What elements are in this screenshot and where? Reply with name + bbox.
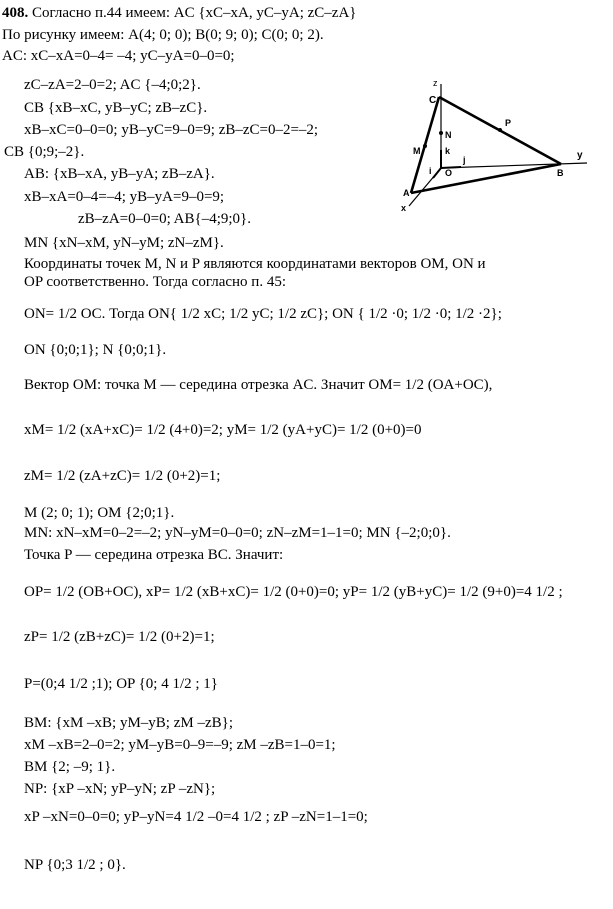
text-line: xB–xA=0–4=–4; yB–yA=9–0=9; xyxy=(24,189,225,205)
label-P: P xyxy=(505,118,512,128)
tetrahedron-figure xyxy=(395,78,595,218)
point-M xyxy=(423,144,427,148)
text-line: xM= 1/2 (xA+xC)= 1/2 (4+0)=2; yM= 1/2 (yA+yC)= 1/2 (0+0)=0 xyxy=(24,422,422,438)
text-line: AC: xC–xA=0–4= –4; yC–yA=0–0=0; xyxy=(2,48,235,64)
text-line: Вектор OM: точка M — середина отрезка AC. Значит OM= 1/2 (OA+OC), xyxy=(24,377,493,393)
label-i: i xyxy=(429,166,432,176)
label-y: y xyxy=(577,150,583,161)
text-line: BM {2; –9; 1}. xyxy=(24,759,116,775)
text-line: MN: xN–xM=0–2=–2; yN–yM=0–0=0; zN–zM=1–1=0; MN {–2;0;0}. xyxy=(24,525,451,541)
text-line: Точка P — середина отрезка BC. Значит: xyxy=(24,547,284,563)
text-line: xM –xB=2–0=2; yM–yB=0–9=–9; zM –zB=1–0=1; xyxy=(24,737,336,753)
text-line: zP= 1/2 (zB+zC)= 1/2 (0+2)=1; xyxy=(24,629,215,645)
text-line: AB: {xB–xA, yB–yA; zB–zA}. xyxy=(24,166,215,182)
text-line: zM= 1/2 (zA+zC)= 1/2 (0+2)=1; xyxy=(24,468,221,484)
label-C: C xyxy=(429,95,437,106)
vector-i xyxy=(433,168,441,178)
text-line: BM: {xM –xB; yM–yB; zM –zB}; xyxy=(24,715,234,731)
text-line: P=(0;4 1/2 ;1); OP {0; 4 1/2 ; 1} xyxy=(24,676,218,692)
point-N xyxy=(439,131,443,135)
text-line: NP: {xP –xN; yP–yN; zP –zN}; xyxy=(24,781,216,797)
text-line: CB {0;9;–2}. xyxy=(4,144,85,160)
text-line: По рисунку имеем: A(4; 0; 0); B(0; 9; 0); C(0; 0; 2). xyxy=(2,27,324,43)
text-line: zC–zA=2–0=2; AC {–4;0;2}. xyxy=(24,77,201,93)
text-line: MN {xN–xM, yN–yM; zN–zM}. xyxy=(24,235,224,251)
text-line: xP –xN=0–0=0; yP–yN=4 1/2 –0=4 1/2 ; zP –zN=1–1=0; xyxy=(24,809,368,825)
label-O: O xyxy=(445,168,453,178)
text-line: NP {0;3 1/2 ; 0}. xyxy=(24,857,126,873)
label-z: z xyxy=(433,78,438,88)
text-line: 408. Согласно п.44 имеем: AC {xC–xA, yC–yA; zC–zA} xyxy=(2,5,357,21)
edge-AB xyxy=(411,164,561,193)
label-N: N xyxy=(445,130,452,140)
problem-number: 408. xyxy=(2,5,29,21)
text-line: CB {xB–xC, yB–yC; zB–zC}. xyxy=(24,100,208,116)
label-x: x xyxy=(401,203,407,213)
label-B: B xyxy=(557,168,564,178)
text-line: ON {0;0;1}; N {0;0;1}. xyxy=(24,342,167,358)
point-P xyxy=(498,128,502,132)
text-line: M (2; 0; 1); OM {2;0;1}. xyxy=(24,505,175,521)
text-line: zB–zA=0–0=0; AB{–4;9;0}. xyxy=(78,211,251,227)
label-j: j xyxy=(463,155,466,165)
text-line: ON= 1/2 OC. Тогда ON{ 1/2 xC; 1/2 yC; 1/2 zC}; ON { 1/2 ·0; 1/2 ·0; 1/2 ·2}; xyxy=(24,306,502,322)
text-line: OP= 1/2 (OB+OC), xP= 1/2 (xB+xC)= 1/2 (0+0)=0; yP= 1/2 (yB+yC)= 1/2 (9+0)=4 1/2 ; xyxy=(24,584,563,600)
text-line: OP соответственно. Тогда согласно п. 45: xyxy=(24,274,286,290)
text-line: Координаты точек M, N и P являются координатами векторов OM, ON и xyxy=(24,256,486,272)
text-line: xB–xC=0–0=0; yB–yC=9–0=9; zB–zC=0–2=–2; xyxy=(24,122,319,138)
label-M: M xyxy=(413,146,421,156)
label-A: A xyxy=(403,188,410,198)
label-k: k xyxy=(445,146,451,156)
